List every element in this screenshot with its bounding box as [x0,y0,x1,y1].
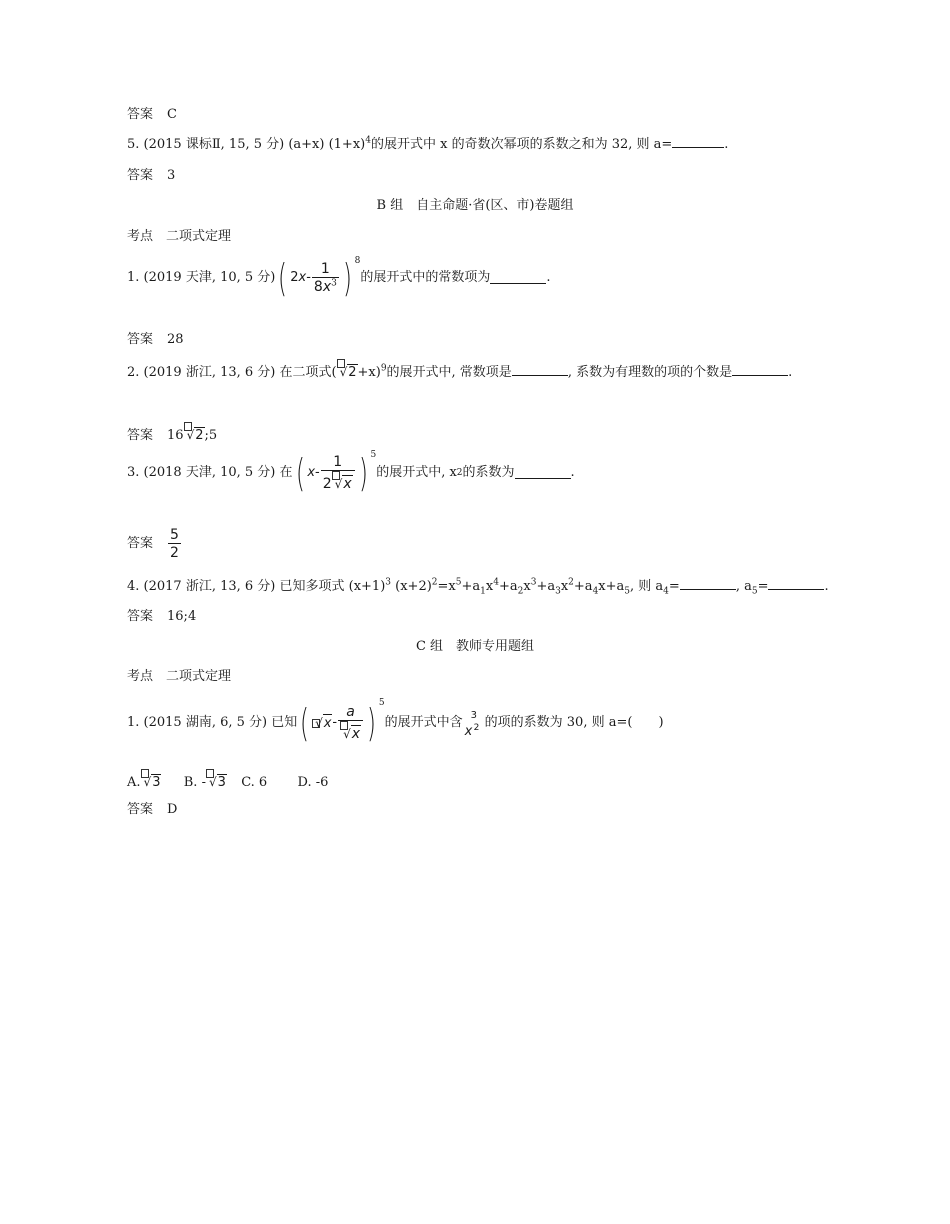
option-d[interactable]: D. -6 [297,775,329,790]
question-text: 1. (2019 天津, 10, 5 分) [127,270,276,285]
topic-text: 考点 二项式定理 [127,229,232,244]
answer-blank[interactable] [768,578,824,590]
math-op: - [306,270,311,285]
radical-icon: √ [186,428,195,442]
question-text: 2. (2019 浙江, 13, 6 分) 在二项式( [127,365,337,380]
fraction-denominator [338,720,363,743]
right-paren: ) [367,701,376,745]
subscript: 2 [517,586,524,597]
radical-icon: √ [315,716,323,730]
answer-line [127,422,217,445]
option-label: B. - [183,775,206,790]
question-text: , a [735,579,752,594]
answer-value: ;5 [204,428,218,443]
math-op: - [332,715,338,730]
question-text: 的系数为 [462,465,515,480]
answer-label: 答案 [127,168,154,183]
fraction-numerator: a [346,703,355,720]
topic-label [127,668,231,686]
punctuation: . [570,465,575,480]
fraction [312,261,339,296]
options-row [127,769,328,792]
question-text: 的展开式中含 [384,715,463,730]
exponent: 4 [365,135,371,146]
math-var: x [298,270,307,285]
option-label: A. [127,775,141,790]
punctuation: . [824,579,829,594]
question-text: +a [461,579,481,594]
radical-icon: √ [339,365,348,379]
answer-value: 28 [167,332,184,347]
question-text: x [560,579,569,594]
question-text: 的展开式中, 常数项是 [386,365,512,380]
punctuation: . [788,365,793,380]
radical-icon: √ [343,726,351,741]
question-text: = [757,579,769,594]
question-text: 4. (2017 浙江, 13, 6 分) 已知多项式 (x+1) [127,579,386,594]
answer-blank[interactable] [490,272,546,284]
left-paren: ( [300,701,310,745]
section-heading-group-b [0,197,950,215]
question-b4 [127,578,829,596]
radical-icon: √ [334,476,343,491]
radical-icon: √ [208,775,217,789]
fraction [338,704,363,743]
power-term [465,705,483,741]
heading-text: C 组 教师专用题组 [415,639,535,654]
heading-text: B 组 自主命题·省(区、市)卷题组 [376,198,574,213]
left-paren: ( [278,256,288,300]
exponent: 2 [431,577,438,588]
math-op: - [315,465,320,480]
exponent: 3 [530,577,537,588]
question-text: 的展开式中 x 的奇数次幂项的系数之和为 32, 则 a= [370,137,673,152]
answer-line [127,106,177,124]
math-coef: 2 [290,270,299,285]
exponent: 5 [455,577,462,588]
radical-icon: √ [143,775,152,789]
question-5 [127,136,728,154]
subscript: 4 [592,586,599,597]
topic-text: 考点 二项式定理 [127,669,232,684]
fraction-numerator: 5 [170,526,179,543]
question-text: 的项的系数为 30, 则 a=( ) [484,715,664,730]
subscript: 5 [624,586,631,597]
topic-label [127,228,231,246]
radicand: 2 [195,428,204,443]
exponent: 2 [568,577,574,588]
answer-label: 答案 [127,802,154,817]
question-text: +a [536,579,556,594]
question-text: , 则 a [630,579,664,594]
question-text: (x+2) [391,579,432,594]
power-denominator: 2 [473,723,480,733]
den-exp: 3 [331,277,337,288]
fraction-denominator [321,470,355,493]
question-text: x [485,579,494,594]
option-b[interactable] [184,775,227,790]
answer-label: 答案 [127,536,154,551]
answer-blank[interactable] [515,467,571,479]
answer-fraction [168,527,181,562]
fraction-denominator: 2 [170,544,179,561]
right-paren: ) [342,256,352,300]
section-heading-group-c [0,638,950,656]
option-c[interactable]: C. 6 [241,775,268,790]
power-numerator: 3 [470,710,478,721]
question-text: = [668,579,680,594]
radicand: x [343,475,352,492]
right-paren: ) [358,451,368,495]
subscript: 4 [663,586,669,597]
question-text: =x [437,579,456,594]
exponent: 4 [493,577,499,588]
question-text: 3. (2018 天津, 10, 5 分) 在 [127,465,293,480]
radicand: 3 [217,775,226,790]
question-text: 5. (2015 课标Ⅱ, 15, 5 分) (a+x) (1+x) [127,137,366,152]
answer-blank[interactable] [732,364,788,376]
answer-value: 16;4 [167,609,197,624]
question-text: 1. (2015 湖南, 6, 5 分) 已知 [127,715,298,730]
answer-line [127,524,182,564]
question-b1: 1. (2019 天津, 10, 5 分) ( 2 x - $\frac{1}{8x^3}$ ) 8 的展开式中的常数项为 . [127,256,551,300]
question-text: 的展开式中的常数项为 [360,270,491,285]
punctuation: . [546,270,551,285]
subscript: 1 [480,586,486,597]
radicand: x [323,715,332,731]
fraction [321,454,355,493]
fraction-denominator [312,277,339,296]
question-text: +a [498,579,518,594]
left-paren: ( [295,451,305,495]
answer-line [127,608,196,626]
answer-blank[interactable] [672,136,724,148]
option-a[interactable] [127,775,161,790]
den-coef: 8 [313,278,323,295]
answer-value: 3 [167,168,176,183]
question-b3: 3. (2018 天津, 10, 5 分) 在 ( x - $\frac{1}{2 √x}$ ) 5 的展开式中, x 2 的系数为 . [127,450,575,495]
question-text: +a [573,579,593,594]
radicand: 2 [348,365,357,380]
subscript: 3 [555,586,561,597]
answer-line [127,167,175,185]
radicand: x [351,725,361,742]
question-text: +x) [357,365,381,380]
question-text: x [523,579,531,594]
exponent: 9 [380,363,387,374]
question-text: 的展开式中, x [376,465,457,480]
answer-label: 答案 [127,609,154,624]
question-text: x+a [598,579,625,594]
answer-value: C [167,107,177,122]
answer-label: 答案 [127,107,154,122]
math-var: x [307,465,316,480]
answer-label: 答案 [127,428,154,443]
answer-line [127,801,177,819]
fraction-numerator: 1 [320,260,330,277]
den-var: x [322,278,332,295]
question-b2 [127,359,792,382]
answer-value: 16 [167,428,184,443]
punctuation: . [724,137,729,152]
answer-blank[interactable] [680,578,736,590]
answer-line [127,331,184,349]
radicand: 3 [152,775,161,790]
fraction-numerator: 1 [333,453,343,470]
answer-value: D [167,802,178,817]
subscript: 5 [751,586,758,597]
exponent: 3 [385,577,392,588]
question-text: , 系数为有理数的项的个数是 [567,365,733,380]
den-coef: 2 [322,475,332,492]
answer-label: 答案 [127,332,154,347]
power-base: x [464,724,473,739]
answer-blank[interactable] [512,364,568,376]
question-c1: 1. (2015 湖南, 6, 5 分) 已知 ( √ x - $\frac{a}{√x}$ ) 5 的展开式中含 3 x 2 的项的系数为 30, 则 a=( ) [127,698,664,745]
